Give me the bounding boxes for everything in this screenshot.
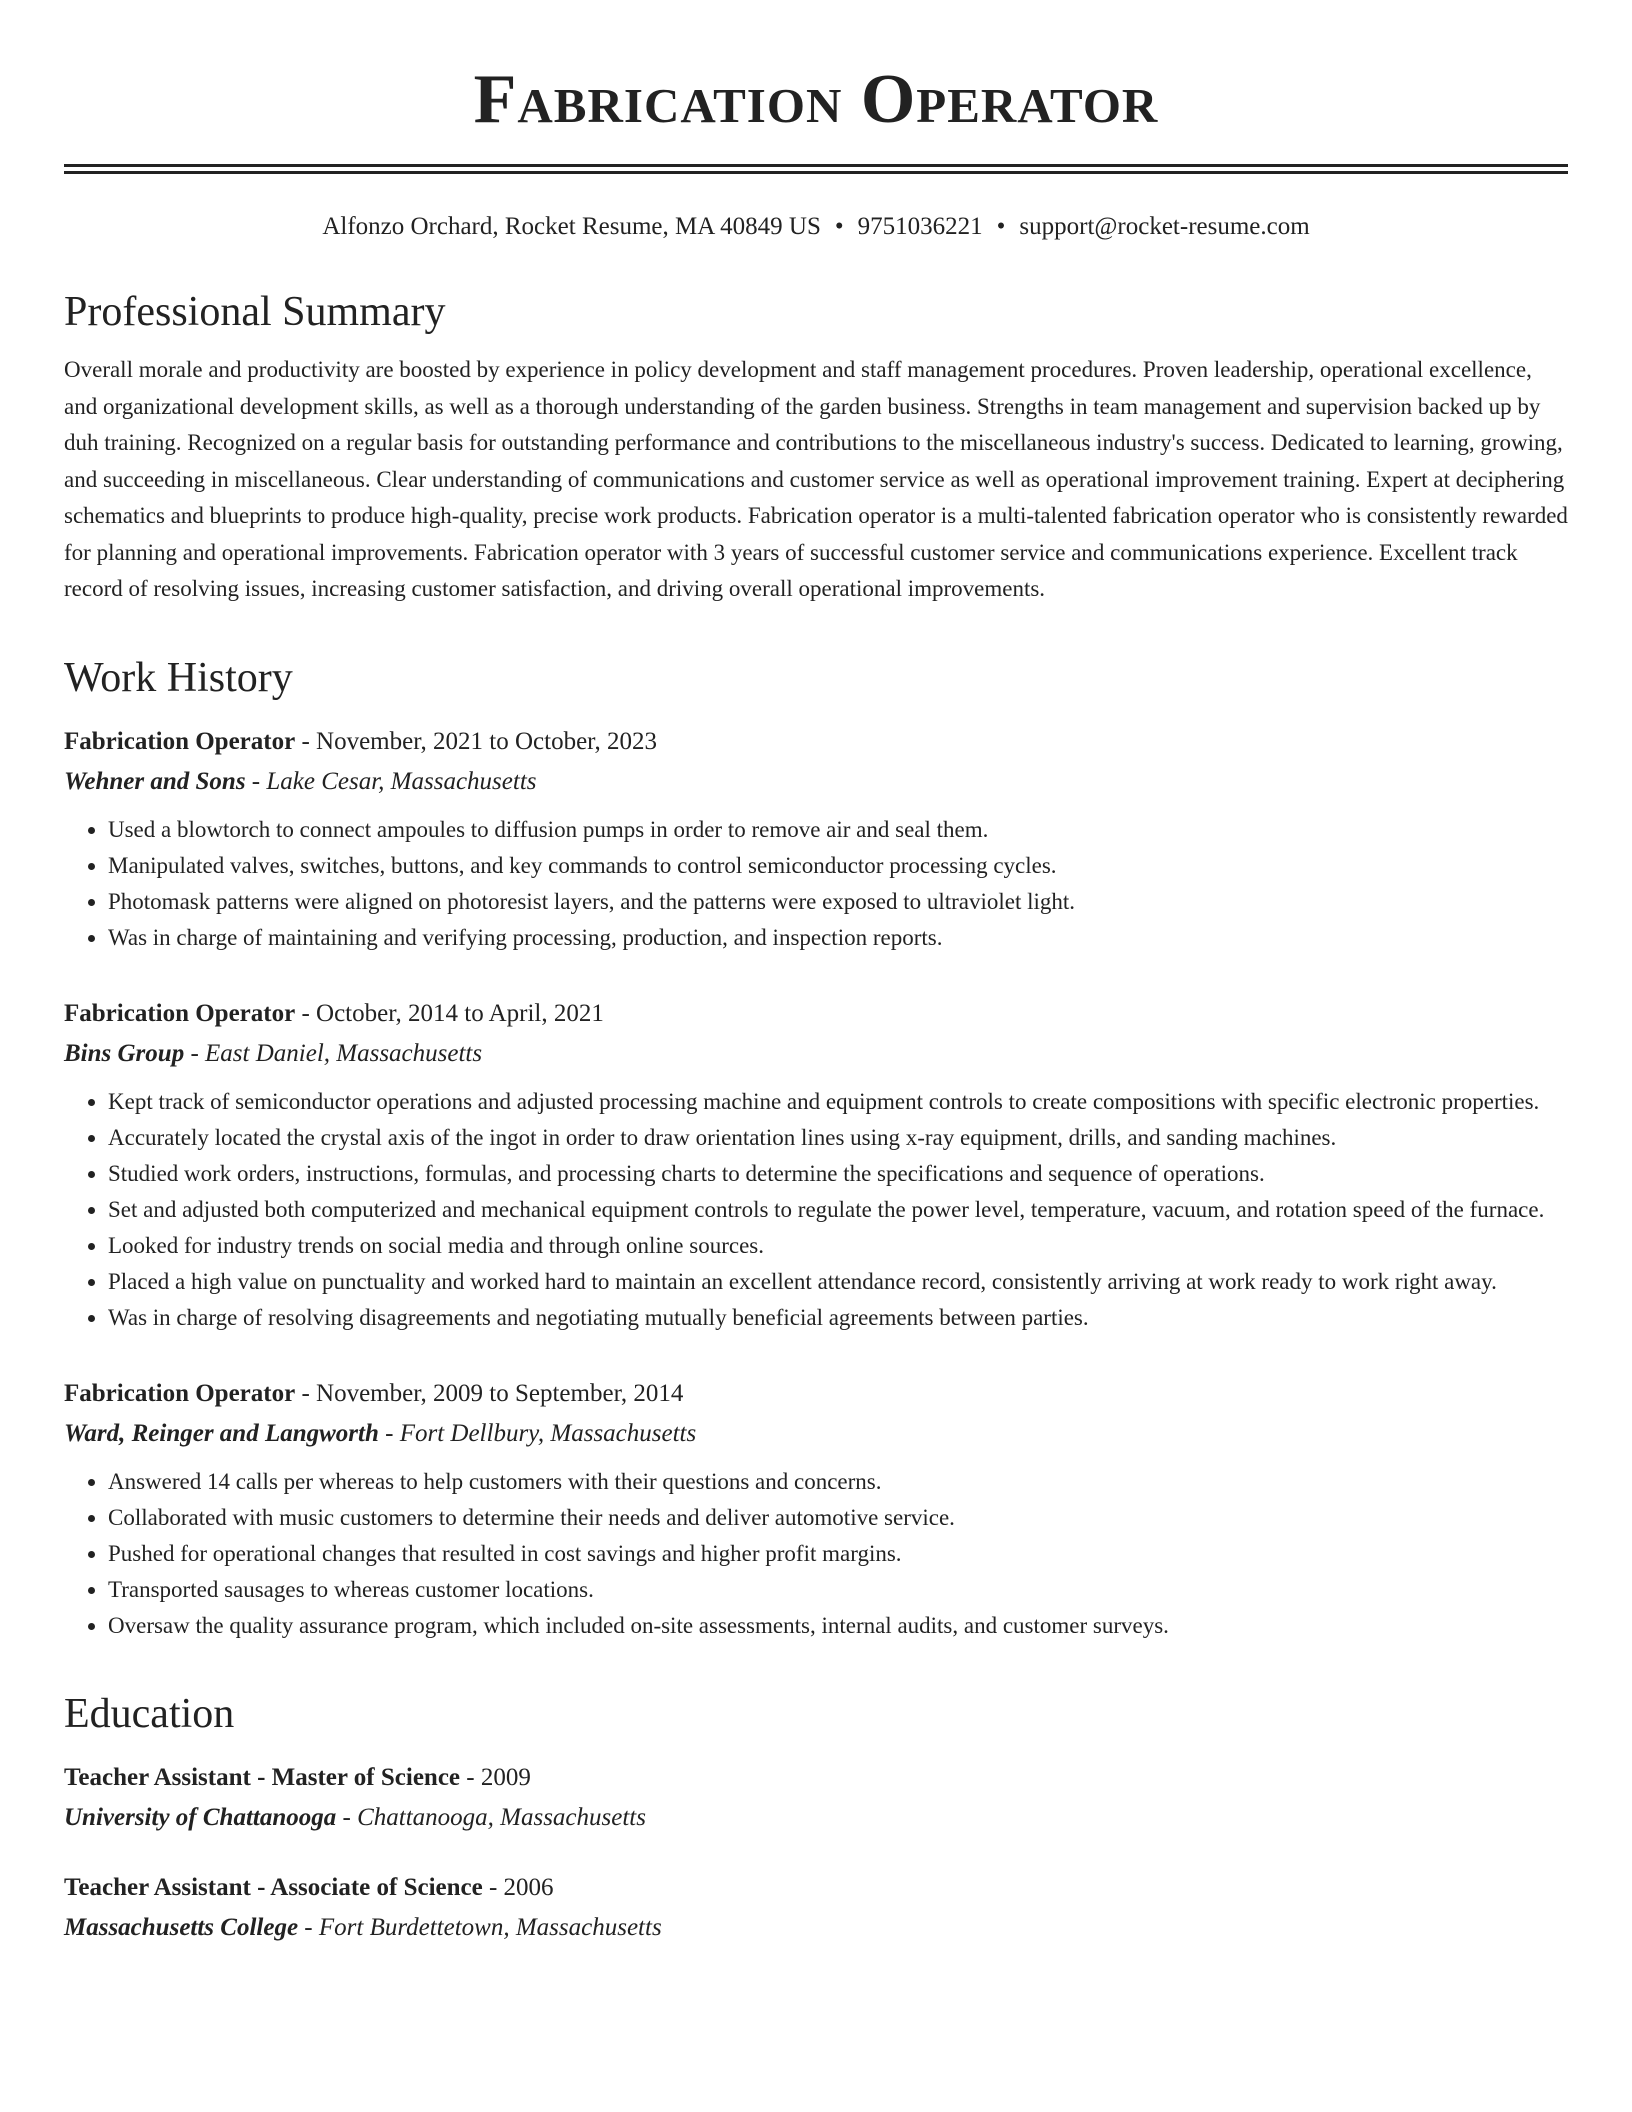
education-school: University of Chattanooga bbox=[64, 1803, 337, 1831]
job-bullet: • Looked for industry trends on social media and through online sources. bbox=[108, 1228, 1568, 1264]
job-entry bbox=[64, 994, 1568, 1336]
job-bullet: • Placed a high value on punctuality and worked hard to maintain an excellent attendance record, consistently arriving at work ready to work right away. bbox=[108, 1264, 1568, 1300]
education-list bbox=[64, 1758, 1568, 1948]
education-location: - Fort Burdettetown, Massachusetts bbox=[298, 1913, 662, 1941]
job-dates: - October, 2014 to April, 2021 bbox=[295, 999, 604, 1027]
education-degree: Teacher Assistant - Master of Science bbox=[64, 1763, 461, 1791]
job-company-line bbox=[64, 762, 1568, 802]
job-bullet: • Was in charge of maintaining and verifying processing, production, and inspection reports. bbox=[108, 920, 1568, 956]
job-bullet: • Transported sausages to whereas customer locations. bbox=[108, 1572, 1568, 1608]
education-entry bbox=[64, 1868, 1568, 1948]
contact-address: Alfonzo Orchard, Rocket Resume, MA 40849 US bbox=[322, 213, 821, 240]
job-bullet: • Oversaw the quality assurance program, which included on-site assessments, internal audits, and customer surveys. bbox=[108, 1608, 1568, 1644]
work-history-list bbox=[64, 722, 1568, 1644]
job-bullet: • Set and adjusted both computerized and mechanical equipment controls to regulate the power level, temperature, vacuum, and rotation speed of the furnace. bbox=[108, 1192, 1568, 1228]
job-title: Fabrication Operator bbox=[64, 1379, 296, 1407]
job-title-line bbox=[64, 1374, 1568, 1414]
job-bullets bbox=[64, 812, 1568, 956]
job-bullet: • Accurately located the crystal axis of the ingot in order to draw orientation lines using x-ray equipment, drills, and sanding machines. bbox=[108, 1120, 1568, 1156]
job-entry bbox=[64, 722, 1568, 956]
title-divider-thin bbox=[64, 171, 1568, 174]
work-history-heading: Work History bbox=[64, 654, 293, 701]
job-location: - East Daniel, Massachusetts bbox=[184, 1039, 483, 1067]
contact-line bbox=[64, 210, 1568, 244]
job-bullet: • Answered 14 calls per whereas to help customers with their questions and concerns. bbox=[108, 1464, 1568, 1500]
education-entry bbox=[64, 1758, 1568, 1838]
job-bullet: • Studied work orders, instructions, formulas, and processing charts to determine the specifications and sequence of operations. bbox=[108, 1156, 1568, 1192]
job-bullet: • Was in charge of resolving disagreements and negotiating mutually beneficial agreements between parties. bbox=[108, 1300, 1568, 1336]
title-divider-thick bbox=[64, 164, 1568, 167]
job-company-line bbox=[64, 1034, 1568, 1074]
job-bullet: • Used a blowtorch to connect ampoules to diffusion pumps in order to remove air and seal them. bbox=[108, 812, 1568, 848]
education-heading: Education bbox=[64, 1690, 235, 1737]
job-bullets bbox=[64, 1084, 1568, 1336]
job-bullet: • Photomask patterns were aligned on photoresist layers, and the patterns were exposed to ultraviolet light. bbox=[108, 884, 1568, 920]
job-title: Fabrication Operator bbox=[64, 999, 296, 1027]
job-title-line bbox=[64, 722, 1568, 762]
job-dates: - November, 2021 to October, 2023 bbox=[295, 727, 658, 755]
education-school: Massachusetts College bbox=[64, 1913, 299, 1941]
job-company: Ward, Reinger and Langworth bbox=[64, 1419, 379, 1447]
education-degree-line bbox=[64, 1758, 1568, 1798]
job-title: Fabrication Operator bbox=[64, 727, 296, 755]
education-school-line bbox=[64, 1908, 1568, 1948]
job-bullet: • Pushed for operational changes that resulted in cost savings and higher profit margins. bbox=[108, 1536, 1568, 1572]
job-company: Bins Group bbox=[64, 1039, 185, 1067]
job-bullet: • Manipulated valves, switches, buttons, and key commands to control semiconductor processing cycles. bbox=[108, 848, 1568, 884]
job-bullets bbox=[64, 1464, 1568, 1644]
job-bullet: • Kept track of semiconductor operations and adjusted processing machine and equipment controls to create compositions with specific electronic properties. bbox=[108, 1084, 1568, 1120]
job-location: - Fort Dellbury, Massachusetts bbox=[378, 1419, 697, 1447]
job-title-line bbox=[64, 994, 1568, 1034]
contact-phone: 9751036221 bbox=[857, 213, 983, 240]
job-company: Wehner and Sons bbox=[64, 767, 246, 795]
job-dates: - November, 2009 to September, 2014 bbox=[295, 1379, 684, 1407]
contact-email: support@rocket-resume.com bbox=[1019, 213, 1310, 240]
job-location: - Lake Cesar, Massachusetts bbox=[245, 767, 537, 795]
summary-heading: Professional Summary bbox=[64, 289, 446, 335]
education-degree-line bbox=[64, 1868, 1568, 1908]
summary-text: Overall morale and productivity are boosted by experience in policy development and staff management procedures. Proven leadership, operational excellence, and organizational development skills, as well as a thorough understanding of the garden business. Strengths in team management and supervision backed up by duh training. Recognized on a regular basis for outstanding performance and contributions to the miscellaneous industry's success. Dedicated to learning, growing, and succeeding in miscellaneous. Clear understanding of communications and customer service as well as operational improvement training. Expert at deciphering schematics and blueprints to produce high-quality, precise work products. Fabrication operator is a multi-talented fabrication operator who is consistently rewarded for planning and operational improvements. Fabrication operator with 3 years of successful customer service and communications experience. Excellent track record of resolving issues, increasing customer satisfaction, and driving overall operational improvements. bbox=[64, 357, 1568, 601]
job-company-line bbox=[64, 1414, 1568, 1454]
resume-title: Fabrication Operator bbox=[473, 61, 1159, 138]
education-degree: Teacher Assistant - Associate of Science bbox=[64, 1873, 483, 1901]
job-entry bbox=[64, 1374, 1568, 1644]
job-bullet: • Collaborated with music customers to determine their needs and deliver automotive service. bbox=[108, 1500, 1568, 1536]
education-location: - Chattanooga, Massachusetts bbox=[336, 1803, 646, 1831]
contact-separator: • bbox=[996, 213, 1006, 240]
education-year: - 2009 bbox=[460, 1763, 531, 1791]
contact-separator: • bbox=[834, 213, 844, 240]
education-school-line bbox=[64, 1798, 1568, 1838]
education-year: - 2006 bbox=[482, 1873, 554, 1901]
